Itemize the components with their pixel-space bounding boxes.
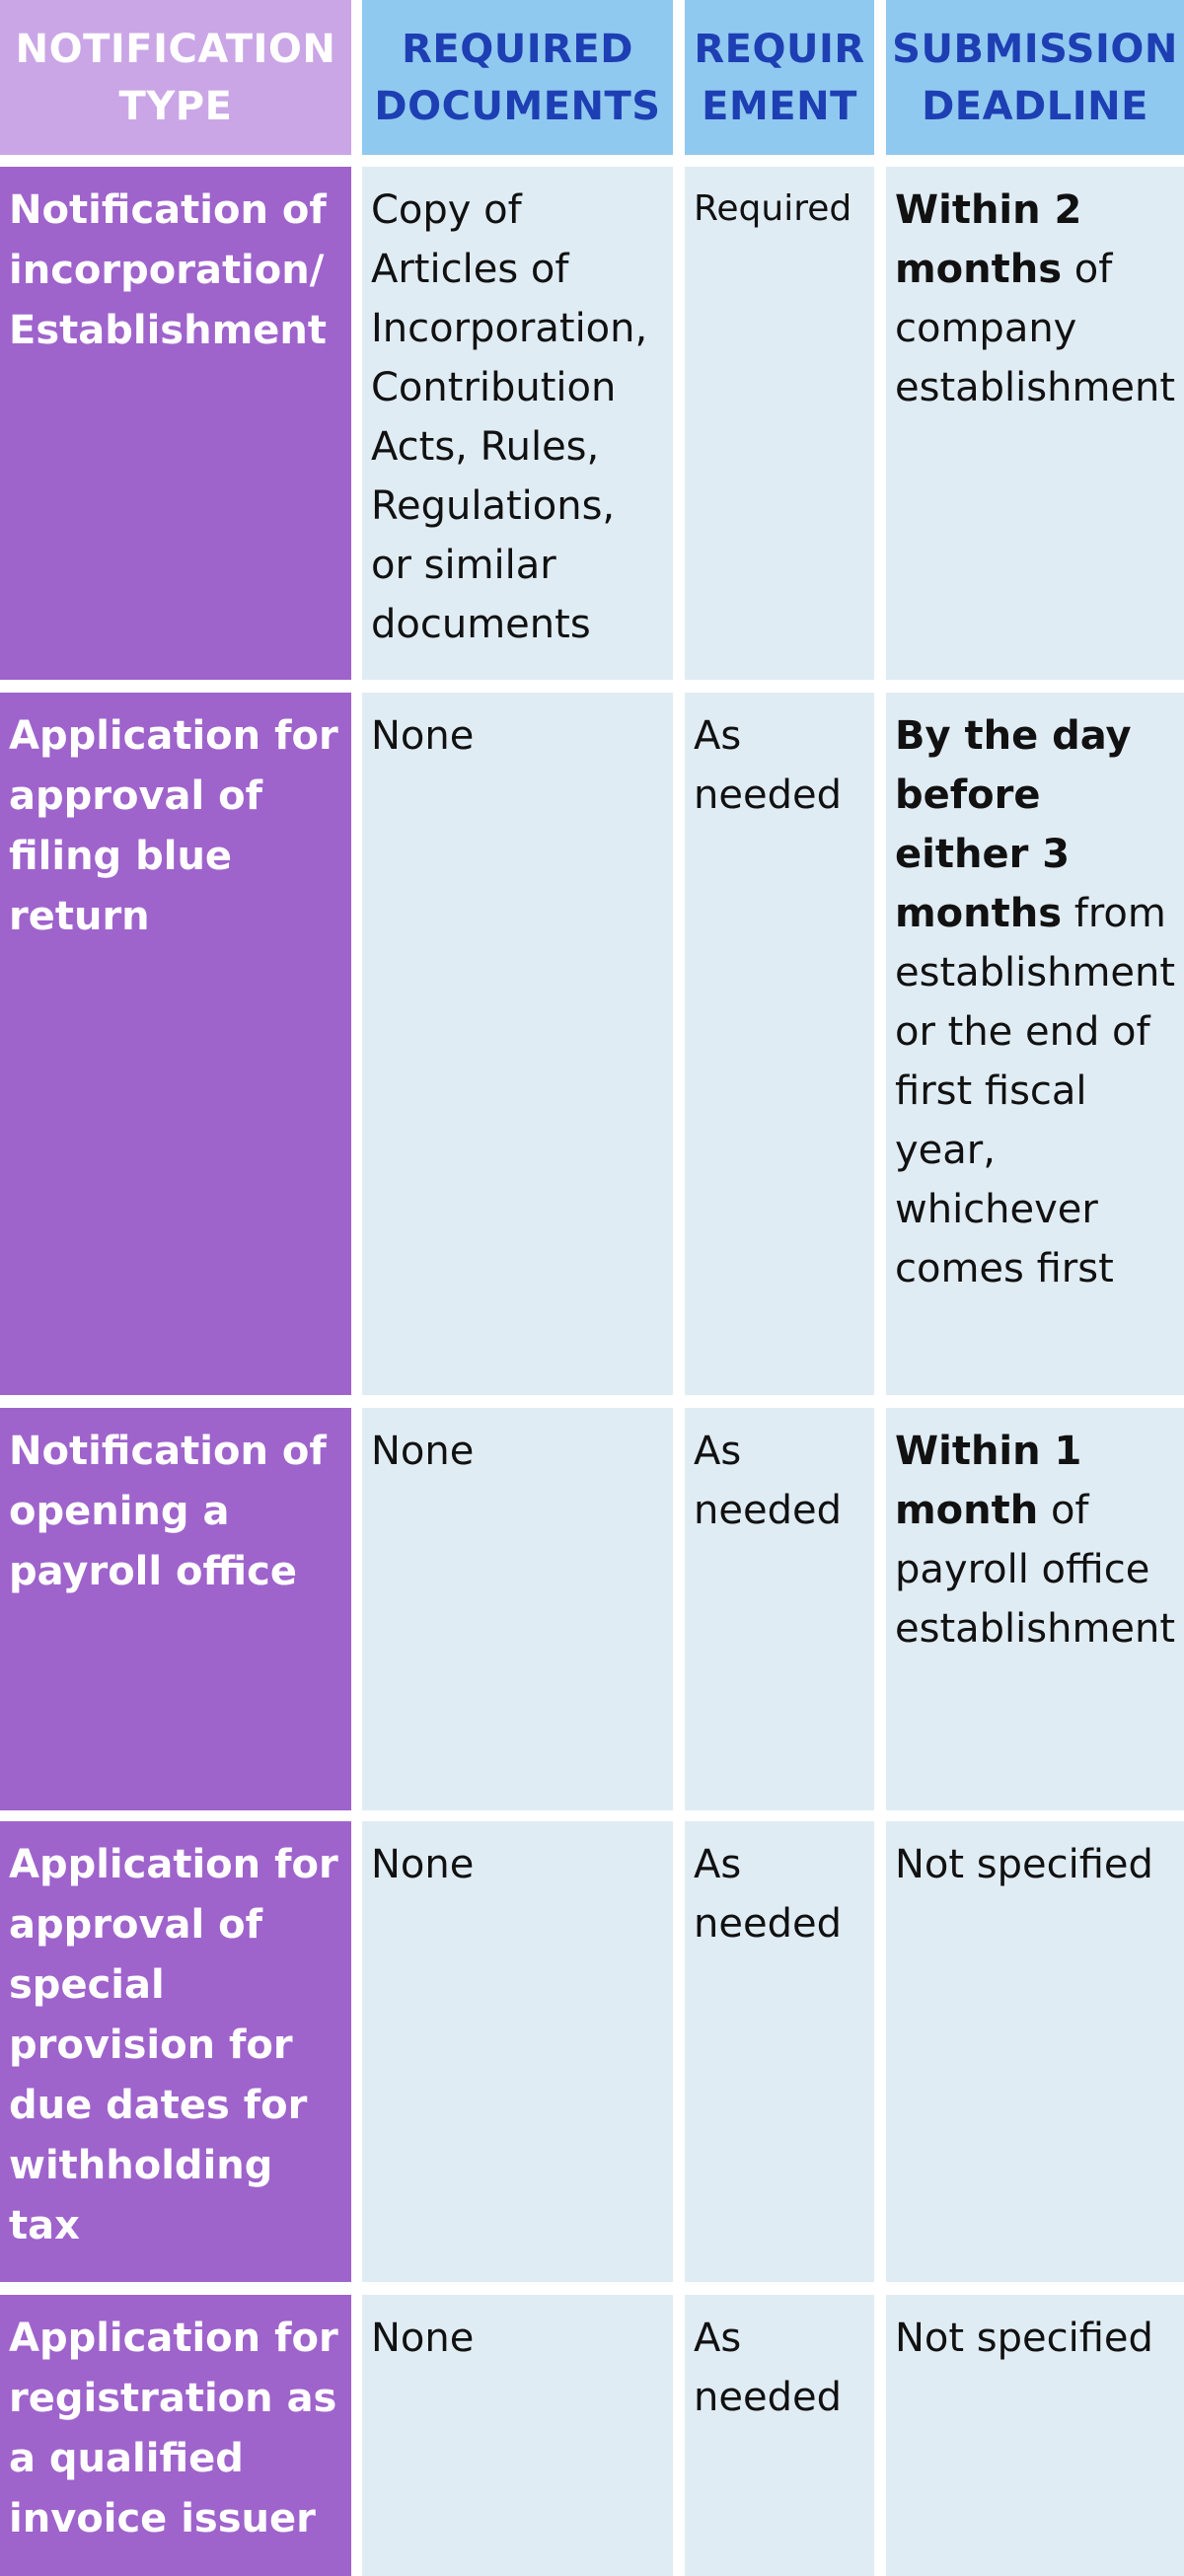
row-3-notification-type: Notification of opening a payroll office bbox=[0, 1408, 351, 1810]
row-2-notification-type: Application for approval of filing blue return bbox=[0, 693, 351, 1395]
row-3-required-documents: None bbox=[362, 1408, 673, 1810]
row-5-notification-type: Application for registration as a qualified invoice issuer bbox=[0, 2295, 351, 2576]
row-1-deadline-detail: of company establishment bbox=[895, 247, 1176, 410]
row-5-submission-deadline bbox=[886, 2295, 1184, 2576]
row-1-deadline-emphasis: Within 2 months bbox=[895, 187, 1082, 292]
row-3-requirement: As needed bbox=[685, 1408, 874, 1810]
row-2-requirement: As needed bbox=[685, 693, 874, 1395]
row-1-submission-deadline bbox=[886, 167, 1184, 680]
row-4-deadline-detail: Not specified bbox=[895, 1842, 1153, 1887]
row-4-requirement: As needed bbox=[685, 1821, 874, 2282]
row-3-deadline-detail: of payroll office establishment bbox=[895, 1488, 1176, 1652]
row-2-submission-deadline bbox=[886, 693, 1184, 1395]
row-5-requirement: As needed bbox=[685, 2295, 874, 2576]
row-2-required-documents: None bbox=[362, 693, 673, 1395]
row-2-deadline-detail: from establishment or the end of first fiscal year, whichever comes first bbox=[895, 891, 1176, 1291]
row-4-notification-type: Application for approval of special provision for due dates for withholding tax bbox=[0, 1821, 351, 2282]
row-2-deadline-emphasis: By the day before either 3 months bbox=[895, 713, 1132, 936]
row-1-requirement: Required bbox=[685, 167, 874, 680]
row-5-required-documents: None bbox=[362, 2295, 673, 2576]
row-4-required-documents: None bbox=[362, 1821, 673, 2282]
row-5-deadline-detail: Not specified bbox=[895, 2316, 1153, 2361]
header-requirement: REQUIREMENT bbox=[685, 0, 874, 155]
header-notification-type: NOTIFICATION TYPE bbox=[0, 0, 351, 155]
row-3-deadline-emphasis: Within 1 month bbox=[895, 1429, 1082, 1533]
row-4-submission-deadline bbox=[886, 1821, 1184, 2282]
header-required-documents: REQUIRED DOCUMENTS bbox=[362, 0, 673, 155]
row-3-submission-deadline bbox=[886, 1408, 1184, 1810]
row-1-required-documents: Copy of Articles of Incorporation, Contribution Acts, Rules, Regulations, or similar documents bbox=[362, 167, 673, 680]
header-submission-deadline: SUBMISSION DEADLINE bbox=[886, 0, 1184, 155]
row-1-notification-type: Notification of incorporation/ Establishment bbox=[0, 167, 351, 680]
